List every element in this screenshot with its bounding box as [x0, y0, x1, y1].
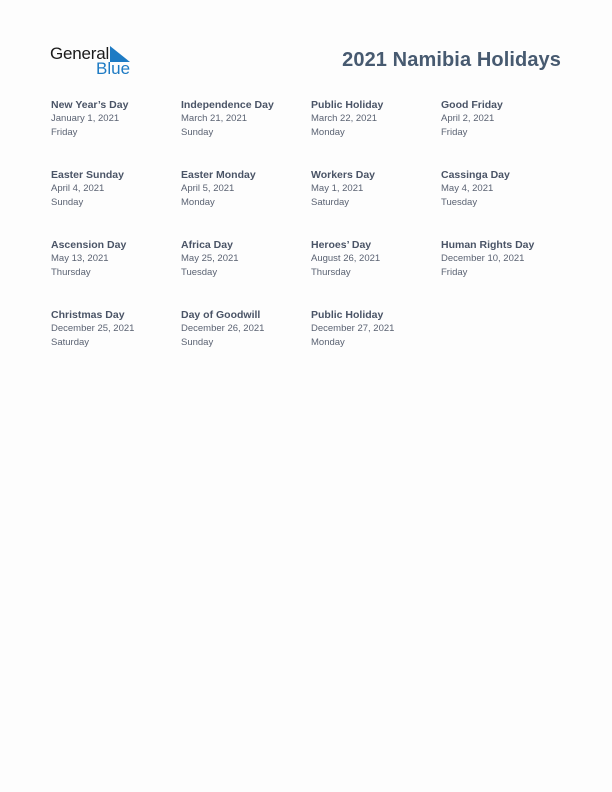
holiday-entry: [181, 98, 309, 139]
logo-text-general: General: [50, 44, 110, 63]
holiday-weekday: Sunday: [51, 196, 84, 208]
holiday-weekday: Monday: [311, 126, 345, 138]
holiday-name: Easter Sunday: [51, 169, 124, 181]
holiday-weekday: Friday: [441, 126, 468, 138]
holiday-weekday: Thursday: [311, 266, 351, 278]
holiday-name: Easter Monday: [181, 169, 256, 181]
holiday-name: New Year’s Day: [51, 99, 129, 111]
holiday-weekday: Thursday: [51, 266, 91, 278]
holiday-date: May 25, 2021: [181, 253, 239, 264]
holiday-date: April 4, 2021: [51, 183, 105, 194]
holiday-row: [51, 98, 571, 168]
holiday-date: March 22, 2021: [311, 113, 378, 124]
holiday-weekday: Monday: [311, 336, 345, 348]
brand-logo: [50, 44, 140, 78]
holiday-row: [51, 168, 571, 238]
holiday-row: [51, 238, 571, 308]
holiday-weekday: Sunday: [181, 126, 214, 138]
holiday-entry: [311, 98, 439, 139]
holiday-entry: [51, 238, 179, 279]
holiday-entry: [181, 238, 309, 279]
holiday-weekday: Saturday: [51, 336, 90, 348]
holiday-name: Christmas Day: [51, 309, 125, 321]
holiday-entry: [311, 308, 439, 349]
holiday-date: March 21, 2021: [181, 113, 248, 124]
holiday-entry: [311, 238, 439, 279]
holiday-date: April 2, 2021: [441, 113, 495, 124]
holiday-date: May 4, 2021: [441, 183, 494, 194]
holiday-weekday: Tuesday: [181, 266, 218, 278]
logo-text-blue: Blue: [96, 59, 131, 78]
holiday-date: August 26, 2021: [311, 253, 381, 264]
holiday-entry: [441, 238, 569, 279]
holiday-name: Cassinga Day: [441, 169, 510, 181]
page-title: 2021 Namibia Holidays: [342, 49, 561, 71]
holiday-entry: [441, 168, 569, 209]
holiday-entry: [51, 168, 179, 209]
holiday-weekday: Saturday: [311, 196, 350, 208]
holiday-date: April 5, 2021: [181, 183, 235, 194]
holiday-name: Africa Day: [181, 239, 233, 251]
holiday-date: January 1, 2021: [51, 113, 120, 124]
holiday-name: Human Rights Day: [441, 239, 535, 251]
holiday-date: December 27, 2021: [311, 323, 395, 334]
holiday-date: December 25, 2021: [51, 323, 135, 334]
holiday-name: Day of Goodwill: [181, 309, 261, 321]
holiday-weekday: Friday: [441, 266, 468, 278]
holiday-entry: [51, 98, 179, 139]
holiday-date: May 13, 2021: [51, 253, 109, 264]
holiday-date: May 1, 2021: [311, 183, 364, 194]
holiday-weekday: Monday: [181, 196, 215, 208]
holiday-name: Ascension Day: [51, 239, 127, 251]
holiday-entry: [181, 168, 309, 209]
holiday-grid: [51, 98, 571, 378]
holiday-date: December 26, 2021: [181, 323, 265, 334]
holiday-name: Workers Day: [311, 169, 376, 181]
holiday-entry: [311, 168, 439, 209]
holiday-name: Good Friday: [441, 99, 503, 111]
holiday-entry: [181, 308, 309, 349]
holiday-weekday: Tuesday: [441, 196, 478, 208]
holiday-date: December 10, 2021: [441, 253, 525, 264]
holiday-name: Public Holiday: [311, 99, 384, 111]
holiday-name: Independence Day: [181, 99, 274, 111]
holiday-name: Public Holiday: [311, 309, 384, 321]
holiday-weekday: Sunday: [181, 336, 214, 348]
holiday-entry: [51, 308, 179, 349]
holiday-entry: [441, 98, 569, 139]
holiday-row: [51, 308, 571, 378]
holiday-weekday: Friday: [51, 126, 78, 138]
holiday-name: Heroes’ Day: [311, 239, 372, 251]
